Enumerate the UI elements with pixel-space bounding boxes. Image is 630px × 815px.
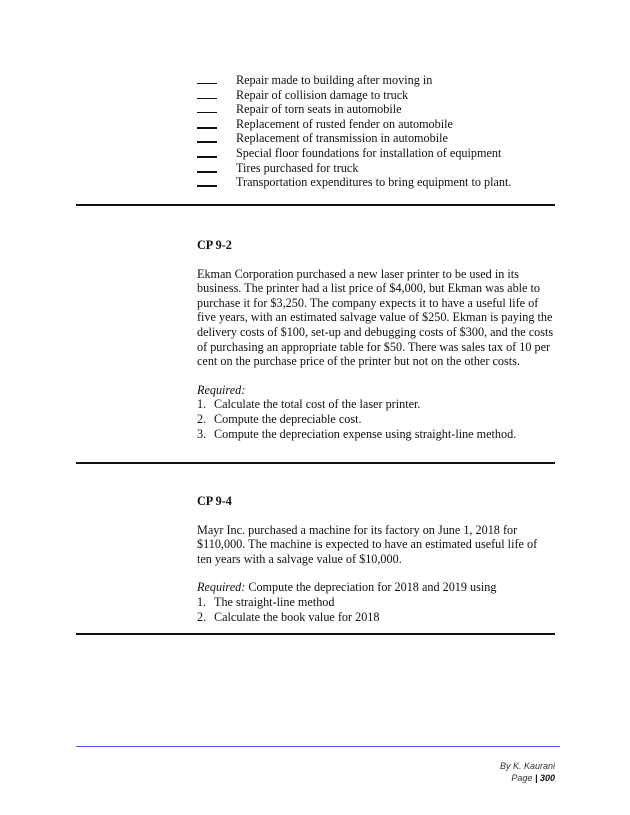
checklist-item-text: Transportation expenditures to bring equipment to plant. xyxy=(236,175,512,190)
list-item xyxy=(197,397,555,412)
checklist-item-text: Tires purchased for truck xyxy=(236,160,359,175)
item-number: 2. xyxy=(197,411,207,426)
checklist-item-text: Special floor foundations for installation of equipment xyxy=(236,145,502,160)
footer-author: By K. Kaurani xyxy=(499,761,555,771)
problem-title: CP 9-4 xyxy=(197,494,232,508)
page-footer xyxy=(500,760,555,784)
problem-text: Ekman Corporation purchased a new laser printer to be used in its business. The printer had a list price of $4,000, but Ekman was able to purchase it for $3,250. The company expects it to have a useful life of five years, with an estimated salvage value of $250. Ekman is paying the delivery costs of $100, set-up and debugging costs of $300, and the costs of purchasing an appropriate table for $50. There was sales tax of 10 per cent on the purchase price of the printer but not on the other costs. xyxy=(197,266,554,369)
checklist xyxy=(197,73,577,190)
requirement-list xyxy=(197,397,555,441)
checklist-item-text: Repair of collision damage to truck xyxy=(236,87,409,102)
problem-title: CP 9-2 xyxy=(197,238,232,252)
checklist-item xyxy=(197,161,577,176)
section-divider xyxy=(76,462,555,464)
required-label: Required: xyxy=(197,580,246,595)
checklist-item xyxy=(197,117,577,132)
list-item xyxy=(197,610,555,625)
required-text: Compute the depreciation for 2018 and 2019 using xyxy=(245,580,497,595)
item-number: 1. xyxy=(197,594,207,609)
problem-cp-9-4 xyxy=(197,494,555,624)
section-divider xyxy=(76,633,555,635)
problem-cp-9-2 xyxy=(197,238,555,441)
checklist-item-text: Repair made to building after moving in xyxy=(236,73,433,87)
section-divider xyxy=(76,204,555,206)
checklist-item xyxy=(197,88,577,103)
item-number: 1. xyxy=(197,397,207,412)
answer-blank[interactable] xyxy=(197,102,217,113)
answer-blank[interactable] xyxy=(197,131,217,143)
checklist-item xyxy=(197,175,577,190)
checklist-item xyxy=(197,73,577,88)
checklist-item xyxy=(197,102,577,117)
answer-blank[interactable] xyxy=(197,161,217,173)
item-text: Compute the depreciation expense using straight-line method. xyxy=(214,426,517,441)
item-text: Calculate the book value for 2018 xyxy=(214,609,380,624)
list-item xyxy=(197,412,555,427)
page-separator: | xyxy=(532,773,540,783)
answer-blank[interactable] xyxy=(197,73,217,84)
list-item xyxy=(197,427,555,442)
answer-blank[interactable] xyxy=(197,88,217,99)
checklist-item-text: Replacement of rusted fender on automobile xyxy=(236,116,453,131)
required-label: Required: xyxy=(197,382,246,397)
item-text: Calculate the total cost of the laser printer. xyxy=(214,397,421,412)
footer-divider xyxy=(76,746,560,747)
answer-blank[interactable] xyxy=(197,117,217,129)
list-item xyxy=(197,595,555,610)
item-text: The straight-line method xyxy=(214,594,335,609)
item-text: Compute the depreciable cost. xyxy=(214,411,362,426)
checklist-item-text: Repair of torn seats in automobile xyxy=(236,102,402,117)
checklist-item xyxy=(197,146,577,161)
checklist-item xyxy=(197,131,577,146)
checklist-item-text: Replacement of transmission in automobile xyxy=(236,131,448,146)
required-line xyxy=(197,383,555,398)
item-number: 2. xyxy=(197,609,207,624)
requirement-list xyxy=(197,595,555,624)
answer-blank[interactable] xyxy=(197,146,217,158)
footer-page xyxy=(500,772,555,784)
page-number: 300 xyxy=(539,773,555,783)
page-label: Page xyxy=(511,773,533,783)
answer-blank[interactable] xyxy=(197,175,217,187)
problem-text: Mayr Inc. purchased a machine for its factory on June 1, 2018 for $110,000. The machine is expected to have an estimated useful life of ten years with a salvage value of $10,000. xyxy=(197,522,538,566)
required-line xyxy=(197,580,555,595)
item-number: 3. xyxy=(197,426,207,441)
